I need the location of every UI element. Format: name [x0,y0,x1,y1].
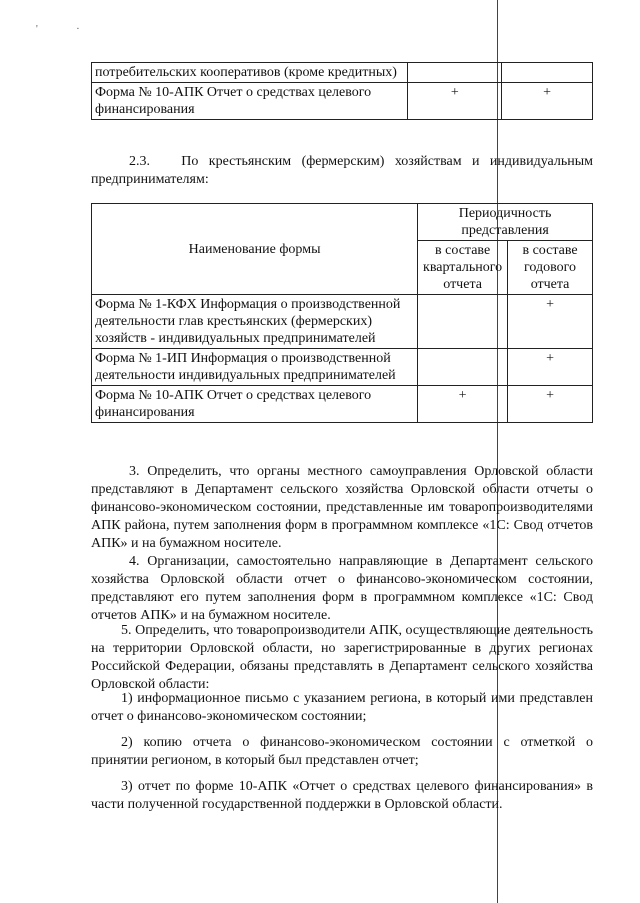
form-name-cell: потребительских кооперативов (кроме кредитных) [92,63,408,83]
form-name-cell: Форма № 1-ИП Информация о производственной деятельности индивидуальных предпринимателей [92,349,418,386]
quarterly-cell [418,295,508,349]
paragraph-5-item-1 [91,690,593,726]
header-quarterly: в составе квартального отчета [418,241,508,295]
paragraph-5 [91,622,593,694]
table-row [92,295,593,349]
annual-cell: + [508,295,593,349]
quarterly-cell: + [418,386,508,423]
annual-cell [502,63,593,83]
paragraph-5-text: 5. Определить, что товаропроизводители АПК, осуществляющие деятельность на территории Орловской области, но зарегистрированные в других регионах Российской Федерации, обязаны представлять в Департамент сельского хозяйства Орловской области: [91,623,593,692]
table-header-row [92,204,593,241]
annual-cell: + [508,349,593,386]
header-form-name: Наименование формы [92,204,418,295]
paragraph-3 [91,463,593,553]
table-row [92,386,593,423]
section-number: 2.3. [129,154,150,169]
section-2-3 [91,153,593,189]
table-row [92,83,593,120]
scan-specks: ' · [36,24,98,35]
table-row [92,349,593,386]
paragraph-5-item-2 [91,734,593,770]
quarterly-cell: + [408,83,502,120]
form-name-cell: Форма № 1-КФХ Информация о производственной деятельности глав крестьянских (фермерских) хозяйств - индивидуальных предпринимателей [92,295,418,349]
paragraph-5-item-3 [91,778,593,814]
item-2-text: 2) копию отчета о финансово-экономическом состоянии с отметкой о принятии регионом, в который был представлен отчет; [91,735,593,768]
paragraph-4 [91,553,593,625]
annual-cell: + [508,386,593,423]
header-periodicity: Периодичность представления [418,204,593,241]
header-annual: в составе годового отчета [508,241,593,295]
item-3-text: 3) отчет по форме 10-АПК «Отчет о средствах целевого финансирования» в части полученной государственной поддержки в Орловской области. [91,779,593,812]
quarterly-cell [408,63,502,83]
annual-cell: + [502,83,593,120]
paragraph-4-text: 4. Организации, самостоятельно направляющие в Департамент сельского хозяйства Орловской области отчет о финансово-экономическом состоянии, представляют его путем заполнения форм в программном комплексе «1С: Свод отчетов АПК» и на бумажном носителе. [91,554,593,623]
section-text: По крестьянским (фермерским) хозяйствам и индивидуальным предпринимателям: [91,154,594,187]
item-1-text: 1) информационное письмо с указанием региона, в который ими представлен отчет о финансово-экономическом состоянии; [91,691,593,724]
form-name-cell: Форма № 10-АПК Отчет о средствах целевого финансирования [92,83,408,120]
quarterly-cell [418,349,508,386]
form-name-cell: Форма № 10-АПК Отчет о средствах целевого финансирования [92,386,418,423]
table-top-continuation [91,62,593,120]
paragraph-3-text: 3. Определить, что органы местного самоуправления Орловской области представляют в Департамент сельского хозяйства Орловской области отчеты о финансово-экономическом состоянии, представленные им товаропроизводителями АПК района, путем заполнения форм в программном комплексе «1С: Свод отчетов АПК» и на бумажном носителе. [91,464,593,551]
table-row [92,63,593,83]
forms-table [91,203,593,423]
